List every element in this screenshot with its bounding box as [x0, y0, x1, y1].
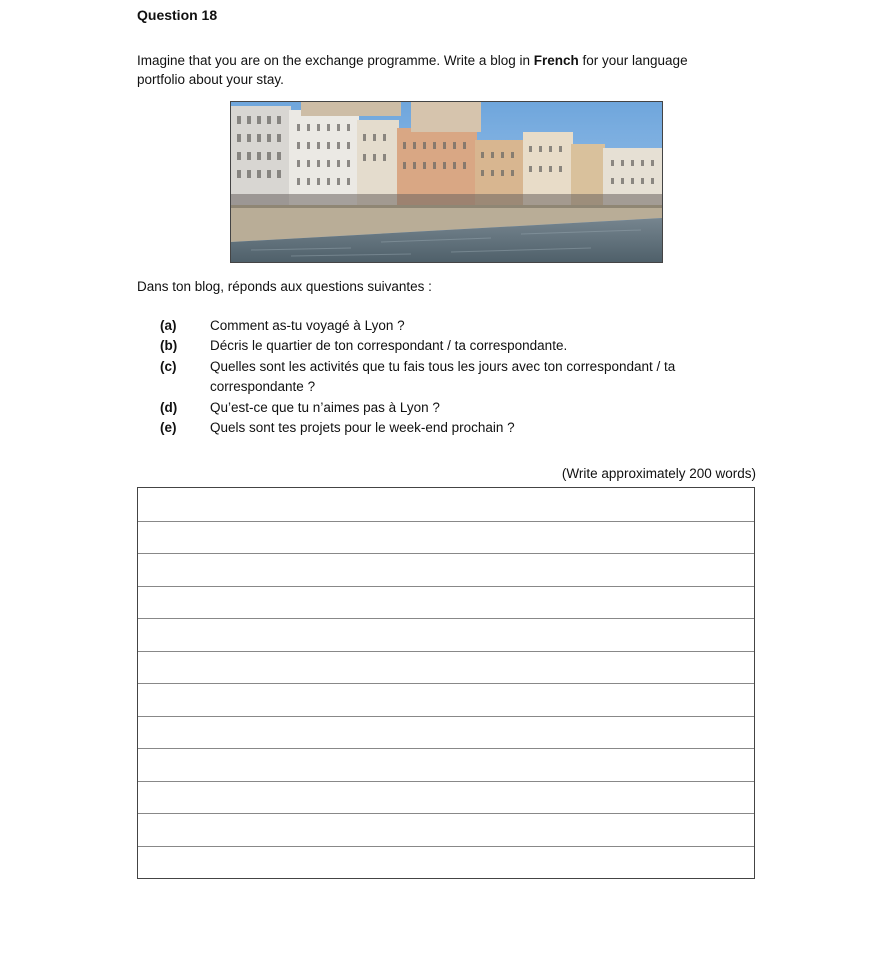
answer-line: [138, 586, 754, 587]
photo-illustration: [231, 102, 662, 262]
item-letter: (e): [160, 420, 177, 436]
question-list: [160, 316, 720, 438]
answer-line: [138, 521, 754, 522]
list-item: [160, 398, 720, 418]
answer-writing-box[interactable]: [137, 487, 755, 879]
list-item: [160, 336, 720, 356]
answer-line: [138, 651, 754, 652]
item-text: Quels sont tes projets pour le week-end prochain ?: [210, 420, 515, 436]
answer-line: [138, 846, 754, 847]
question-intro: [137, 51, 737, 89]
answer-line: [138, 716, 754, 717]
answer-line: [138, 748, 754, 749]
item-text: Décris le quartier de ton correspondant / ta correspondante.: [210, 338, 568, 354]
list-item: [160, 357, 720, 398]
intro-bold-language: French: [533, 53, 579, 68]
item-letter: (c): [160, 358, 177, 374]
answer-line: [138, 813, 754, 814]
answer-line: [138, 781, 754, 782]
item-text: Quelles sont les activités que tu fais tous les jours avec ton correspondant / ta correspondante ?: [210, 358, 676, 395]
item-letter: (b): [160, 338, 178, 354]
answer-line: [138, 553, 754, 554]
item-text: Qu’est-ce que tu n’aimes pas à Lyon ?: [210, 399, 440, 415]
prompt-lead: Dans ton blog, réponds aux questions suivantes :: [137, 279, 432, 294]
intro-text-before: Imagine that you are on the exchange programme. Write a blog in: [137, 53, 534, 68]
answer-line: [138, 618, 754, 619]
intro-text-after: for your language portfolio about your stay.: [137, 53, 688, 87]
photo-street-level: [231, 194, 662, 206]
answer-line: [138, 683, 754, 684]
question-title: Question 18: [137, 7, 218, 23]
list-item: [160, 316, 720, 336]
item-text: Comment as-tu voyagé à Lyon ?: [210, 318, 405, 333]
lyon-riverside-photo: [230, 101, 663, 263]
item-letter: (a): [160, 318, 177, 333]
word-count-hint: (Write approximately 200 words): [561, 466, 756, 481]
item-letter: (d): [160, 399, 178, 415]
list-item: [160, 418, 720, 438]
